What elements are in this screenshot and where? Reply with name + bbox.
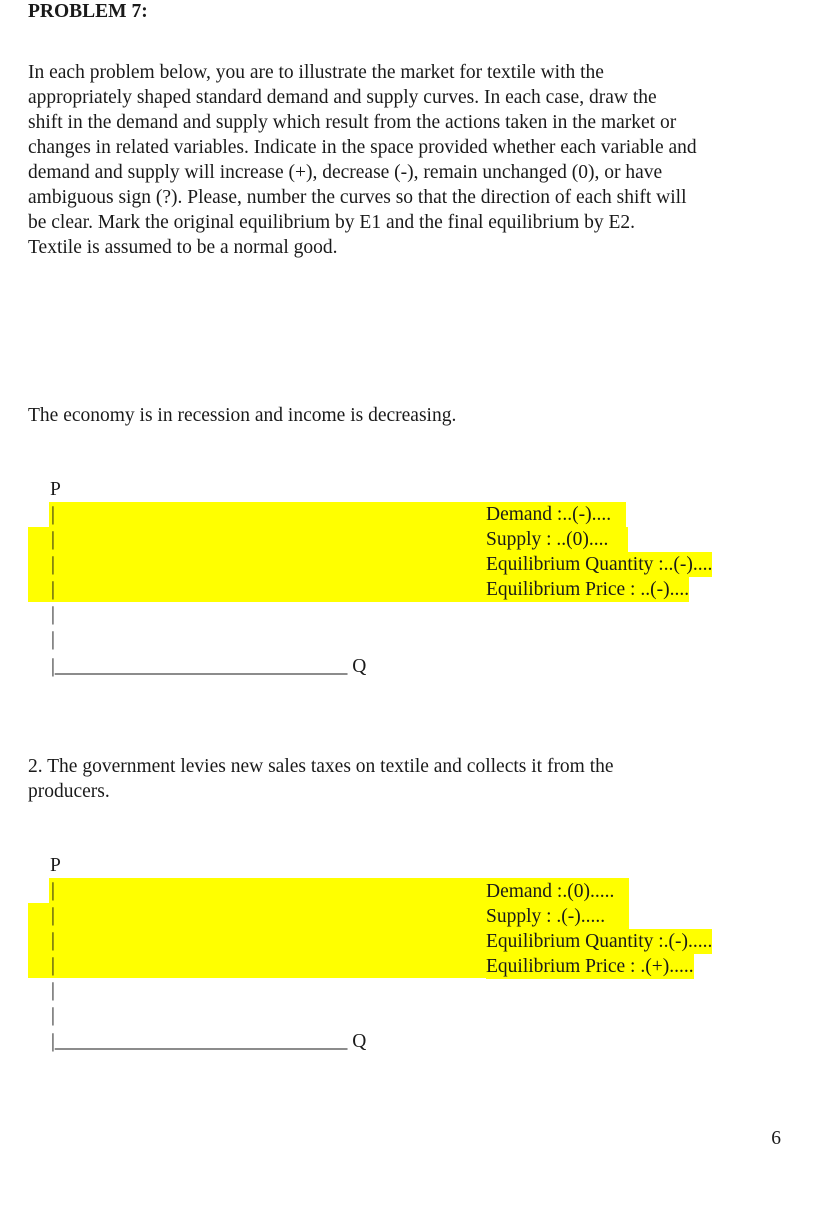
instructions-line: demand and supply will increase (+), decrease (-), remain unchanged (0), or have bbox=[28, 162, 663, 183]
instructions-line: shift in the demand and supply which result from the actions taken in the market or bbox=[28, 112, 677, 133]
price-axis: | bbox=[51, 880, 55, 901]
quantity-axis: |______________________________ Q bbox=[51, 656, 367, 677]
price-axis: | bbox=[51, 930, 55, 951]
answer-supply: Supply : ..(0).... bbox=[486, 529, 609, 550]
question-2-prompt-line: 2. The government levies new sales taxes on textile and collects it from the bbox=[28, 756, 614, 777]
instructions-line: In each problem below, you are to illustrate the market for textile with the bbox=[28, 62, 604, 83]
instructions-line: changes in related variables. Indicate in the space provided whether each variable and bbox=[28, 137, 697, 158]
answer-supply: Supply : .(-)..... bbox=[486, 906, 606, 927]
page-number: 6 bbox=[771, 1128, 781, 1149]
answer-equilibrium-price: Equilibrium Price : .(+)..... bbox=[486, 956, 694, 977]
price-axis: | bbox=[51, 1005, 55, 1026]
price-axis: | bbox=[51, 604, 55, 625]
price-axis: | bbox=[51, 629, 55, 650]
price-axis: | bbox=[51, 579, 55, 600]
price-axis: | bbox=[51, 504, 55, 525]
answer-equilibrium-quantity: Equilibrium Quantity :..(-).... bbox=[486, 554, 713, 575]
price-axis-label: P bbox=[50, 479, 61, 500]
price-axis: | bbox=[51, 955, 55, 976]
problem-title: PROBLEM 7: bbox=[28, 1, 148, 22]
question-2-graph bbox=[28, 853, 788, 1058]
question-1-prompt: The economy is in recession and income is decreasing. bbox=[28, 405, 457, 426]
answer-demand: Demand :.(0)..... bbox=[486, 881, 615, 902]
question-2-answers bbox=[486, 879, 712, 979]
question-1-answers bbox=[486, 502, 712, 602]
instructions-line: appropriately shaped standard demand and supply curves. In each case, draw the bbox=[28, 87, 657, 108]
price-axis: | bbox=[51, 905, 55, 926]
quantity-axis: |______________________________ Q bbox=[51, 1031, 367, 1052]
answer-equilibrium-quantity: Equilibrium Quantity :.(-)..... bbox=[486, 931, 713, 952]
question-2-prompt bbox=[28, 754, 614, 804]
question-1-graph bbox=[28, 477, 788, 682]
answer-demand: Demand :..(-).... bbox=[486, 504, 612, 525]
price-axis-label: P bbox=[50, 855, 61, 876]
instructions-line: Textile is assumed to be a normal good. bbox=[28, 237, 338, 258]
price-axis: | bbox=[51, 529, 55, 550]
price-axis: | bbox=[51, 554, 55, 575]
instructions-paragraph bbox=[28, 60, 697, 260]
question-2-prompt-line: producers. bbox=[28, 781, 110, 802]
answer-equilibrium-price: Equilibrium Price : ..(-).... bbox=[486, 579, 690, 600]
instructions-line: be clear. Mark the original equilibrium by E1 and the final equilibrium by E2. bbox=[28, 212, 636, 233]
price-axis: | bbox=[51, 980, 55, 1001]
instructions-line: ambiguous sign (?). Please, number the curves so that the direction of each shift will bbox=[28, 187, 687, 208]
